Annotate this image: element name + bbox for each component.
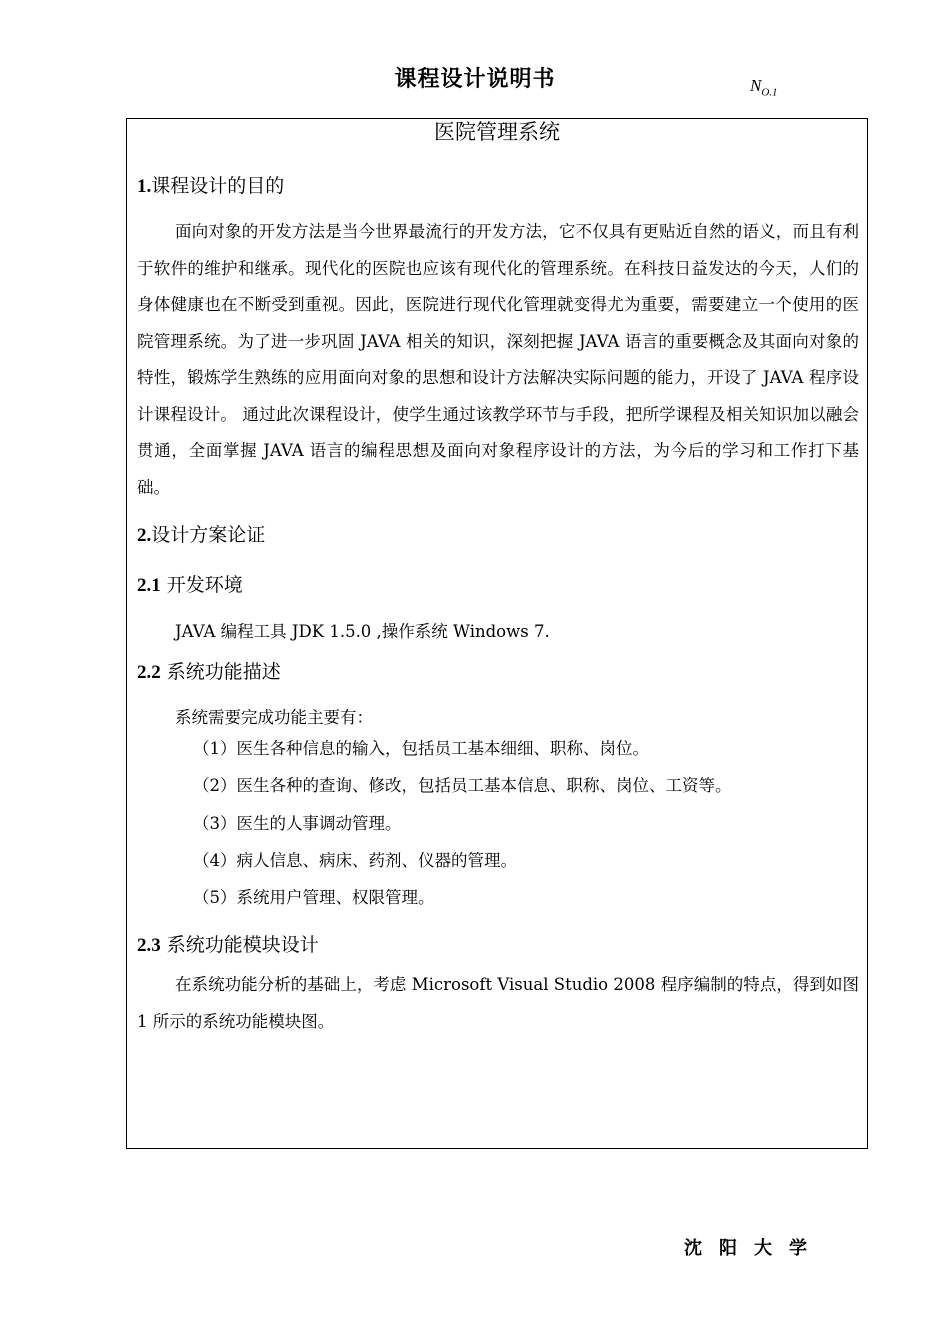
content-frame: [126, 118, 868, 1149]
section-2-3-number: 2.3: [137, 935, 161, 956]
section-1-title: 课程设计的目的: [151, 175, 285, 197]
section-1-heading: [137, 174, 284, 199]
function-list-item: （5）系统用户管理、权限管理。: [193, 888, 435, 907]
page-number: [750, 76, 778, 98]
section-2-1-text: JAVA 编程工具 JDK 1.5.0 ,操作系统 Windows 7.: [175, 622, 550, 641]
section-2-3-paragraph: 在系统功能分析的基础上，考虑 Microsoft Visual Studio 2008 程序编制的特点，得到如图 1 所示的系统功能模块图。: [137, 975, 859, 1031]
section-2-title: 设计方案论证: [151, 524, 266, 546]
section-2-1-title: 开发环境: [166, 574, 243, 596]
function-list-item: （3）医生的人事调动管理。: [193, 814, 402, 833]
page-header-title: 课程设计说明书: [394, 67, 556, 92]
function-list-item: （2）医生各种的查询、修改，包括员工基本信息、职称、岗位、工资等。: [193, 776, 732, 795]
section-2-1-heading: [137, 573, 243, 598]
function-list-item: （4）病人信息、病床、药剂、仪器的管理。: [193, 851, 517, 870]
section-1-paragraph: 面向对象的开发方法是当今世界最流行的开发方法，它不仅具有更贴近自然的语义，而且有利于软件的维护和继承。现代化的医院也应该有现代化的管理系统。在科技日益发达的今天，人们的身体健康也在不断受到重视。因此，医院进行现代化管理就变得尤为重要，需要建立一个使用的医院管理系统。为了进一步巩固 JAVA 相关的知识，深刻把握 JAVA 语言的重要概念及其面向对象的特性，锻炼学生熟练的应用面向对象的思想和设计方法解决实际问题的能力，开设了 JAVA 程序设计课程设计。 通过此次课程设计，使学生通过该教学环节与手段，把所学课程及相关知识加以融会贯通，全面掌握 JAVA 语言的编程思想及面向对象程序设计的方法，为今后的学习和工作打下基础。: [137, 222, 859, 497]
section-2-2-heading: [137, 660, 281, 685]
footer-university: 沈阳大学: [684, 1238, 824, 1259]
section-2-2-intro: 系统需要完成功能主要有：: [175, 708, 373, 727]
section-2-heading: [137, 523, 265, 548]
section-2-3-heading: [137, 933, 319, 958]
page-number-main: N: [750, 76, 762, 95]
document-title: 医院管理系统: [434, 120, 560, 144]
section-1-number: 1.: [137, 176, 152, 197]
section-2-3-title: 系统功能模块设计: [166, 934, 319, 956]
function-list-item: （1）医生各种信息的输入，包括员工基本细细、职称、岗位。: [193, 739, 649, 758]
section-2-2-title: 系统功能描述: [166, 661, 281, 683]
section-2-number: 2.: [137, 525, 152, 546]
section-2-2-number: 2.2: [137, 662, 161, 683]
page-number-sub: O.1: [761, 86, 778, 99]
section-2-1-number: 2.1: [137, 575, 161, 596]
